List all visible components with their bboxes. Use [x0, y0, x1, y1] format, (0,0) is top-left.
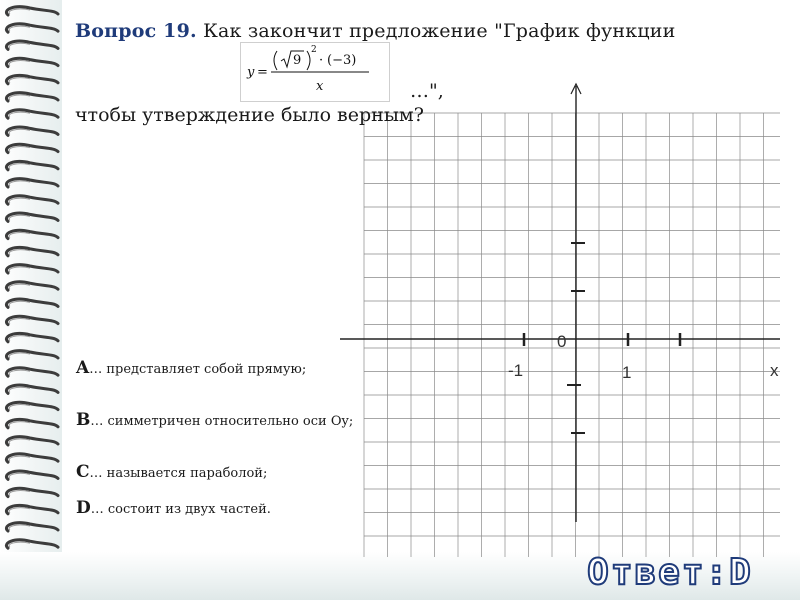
- spiral-ring-highlight: [9, 9, 30, 14]
- spiral-ring-highlight: [9, 301, 30, 306]
- spiral-ring: [6, 385, 58, 393]
- spiral-ring-highlight: [9, 336, 30, 341]
- spiral-ring-highlight: [9, 250, 30, 255]
- spiral-ring: [6, 488, 58, 496]
- spiral-ring-highlight: [9, 112, 30, 117]
- spiral-ring: [6, 523, 58, 531]
- question-text-line2: чтобы утверждение было верным?: [75, 104, 424, 126]
- formula-lhs: y: [247, 65, 255, 80]
- spiral-ring: [6, 282, 58, 290]
- spiral-ring-highlight: [9, 387, 30, 392]
- spiral-ring-highlight: [9, 78, 30, 83]
- spiral-ring-highlight: [9, 129, 30, 134]
- answer-letter: B: [76, 410, 91, 430]
- origin-label: 0: [557, 332, 567, 351]
- answer-option-b[interactable]: [76, 410, 353, 430]
- spiral-ring-highlight: [9, 422, 30, 427]
- answer-text: … представляет собой прямую;: [89, 362, 307, 377]
- spiral-ring: [6, 7, 58, 15]
- spiral-ring: [6, 368, 58, 376]
- spiral-ring: [6, 41, 58, 49]
- x-tick-label-neg: -1: [508, 361, 524, 380]
- spiral-ring: [6, 402, 58, 410]
- answer-text: … состоит из двух частей.: [90, 502, 271, 517]
- spiral-ring: [6, 144, 58, 152]
- spiral-ring: [6, 437, 58, 445]
- spiral-ring-highlight: [9, 491, 30, 496]
- spiral-ring-highlight: [9, 61, 30, 66]
- left-paren: [274, 51, 277, 70]
- spiral-ring: [6, 213, 58, 221]
- spiral-ring: [6, 75, 58, 83]
- spiral-ring-highlight: [9, 456, 30, 461]
- spiral-ring-highlight: [9, 473, 30, 478]
- coordinate-grid: [340, 80, 790, 570]
- spiral-ring-highlight: [9, 319, 30, 324]
- spiral-ring: [6, 230, 58, 238]
- answer-banner: Ответ:D: [587, 552, 753, 593]
- question-number: Вопрос 19.: [75, 20, 197, 42]
- spiral-ring: [6, 540, 58, 548]
- spiral-ring: [6, 505, 58, 513]
- spiral-ring: [6, 265, 58, 273]
- answer-option-d[interactable]: [76, 498, 271, 518]
- exponent: 2: [311, 45, 317, 55]
- answer-option-a[interactable]: [76, 358, 306, 378]
- spiral-ring-highlight: [9, 508, 30, 513]
- sqrt-argument: 9: [293, 53, 302, 68]
- spiral-ring: [6, 58, 58, 66]
- spiral-ring-highlight: [9, 284, 30, 289]
- spiral-ring-highlight: [9, 198, 30, 203]
- spiral-ring: [6, 419, 58, 427]
- spiral-ring-highlight: [9, 405, 30, 410]
- answer-text: … симметричен относительно оси Oy;: [90, 414, 354, 429]
- spiral-ring-highlight: [9, 233, 30, 238]
- spiral-ring: [6, 299, 58, 307]
- spiral-ring: [6, 196, 58, 204]
- spiral-ring-highlight: [9, 267, 30, 272]
- spiral-ring: [6, 333, 58, 341]
- spiral-binding-icon: [0, 0, 70, 600]
- spiral-ring: [6, 179, 58, 187]
- question-quote-end: …",: [410, 80, 444, 102]
- spiral-ring-highlight: [9, 95, 30, 100]
- spiral-ring: [6, 471, 58, 479]
- multiply-dot: ·: [319, 53, 324, 68]
- question-text-line1: Как закончит предложение "График функции: [196, 20, 676, 42]
- denominator: x: [316, 79, 324, 94]
- spiral-ring: [6, 316, 58, 324]
- spiral-ring: [6, 110, 58, 118]
- grid-lines: [364, 113, 780, 557]
- spiral-ring-highlight: [9, 181, 30, 186]
- spiral-ring-highlight: [9, 542, 30, 547]
- spiral-ring-highlight: [9, 215, 30, 220]
- spiral-ring: [6, 161, 58, 169]
- answer-letter: C: [76, 462, 90, 482]
- spiral-ring: [6, 93, 58, 101]
- question-heading: [75, 20, 715, 42]
- spiral-ring: [6, 351, 58, 359]
- answer-letter: A: [76, 358, 90, 378]
- spiral-ring-highlight: [9, 370, 30, 375]
- spiral-ring: [6, 24, 58, 32]
- spiral-ring-highlight: [9, 43, 30, 48]
- x-tick-label-pos: 1: [622, 363, 632, 382]
- spiral-ring-highlight: [9, 164, 30, 169]
- spiral-ring: [6, 247, 58, 255]
- spiral-ring: [6, 454, 58, 462]
- factor: (−3): [327, 53, 357, 68]
- spiral-ring-highlight: [9, 26, 30, 31]
- answer-text: … называется параболой;: [89, 466, 268, 481]
- answer-option-c[interactable]: [76, 462, 267, 482]
- answer-letter: D: [76, 498, 91, 518]
- spiral-ring-highlight: [9, 147, 30, 152]
- spiral-ring-highlight: [9, 525, 30, 530]
- formula-equals: =: [257, 65, 268, 80]
- spiral-ring: [6, 127, 58, 135]
- x-axis-label: x: [770, 361, 779, 380]
- right-paren: [307, 51, 310, 70]
- spiral-ring-highlight: [9, 439, 30, 444]
- spiral-ring-highlight: [9, 353, 30, 358]
